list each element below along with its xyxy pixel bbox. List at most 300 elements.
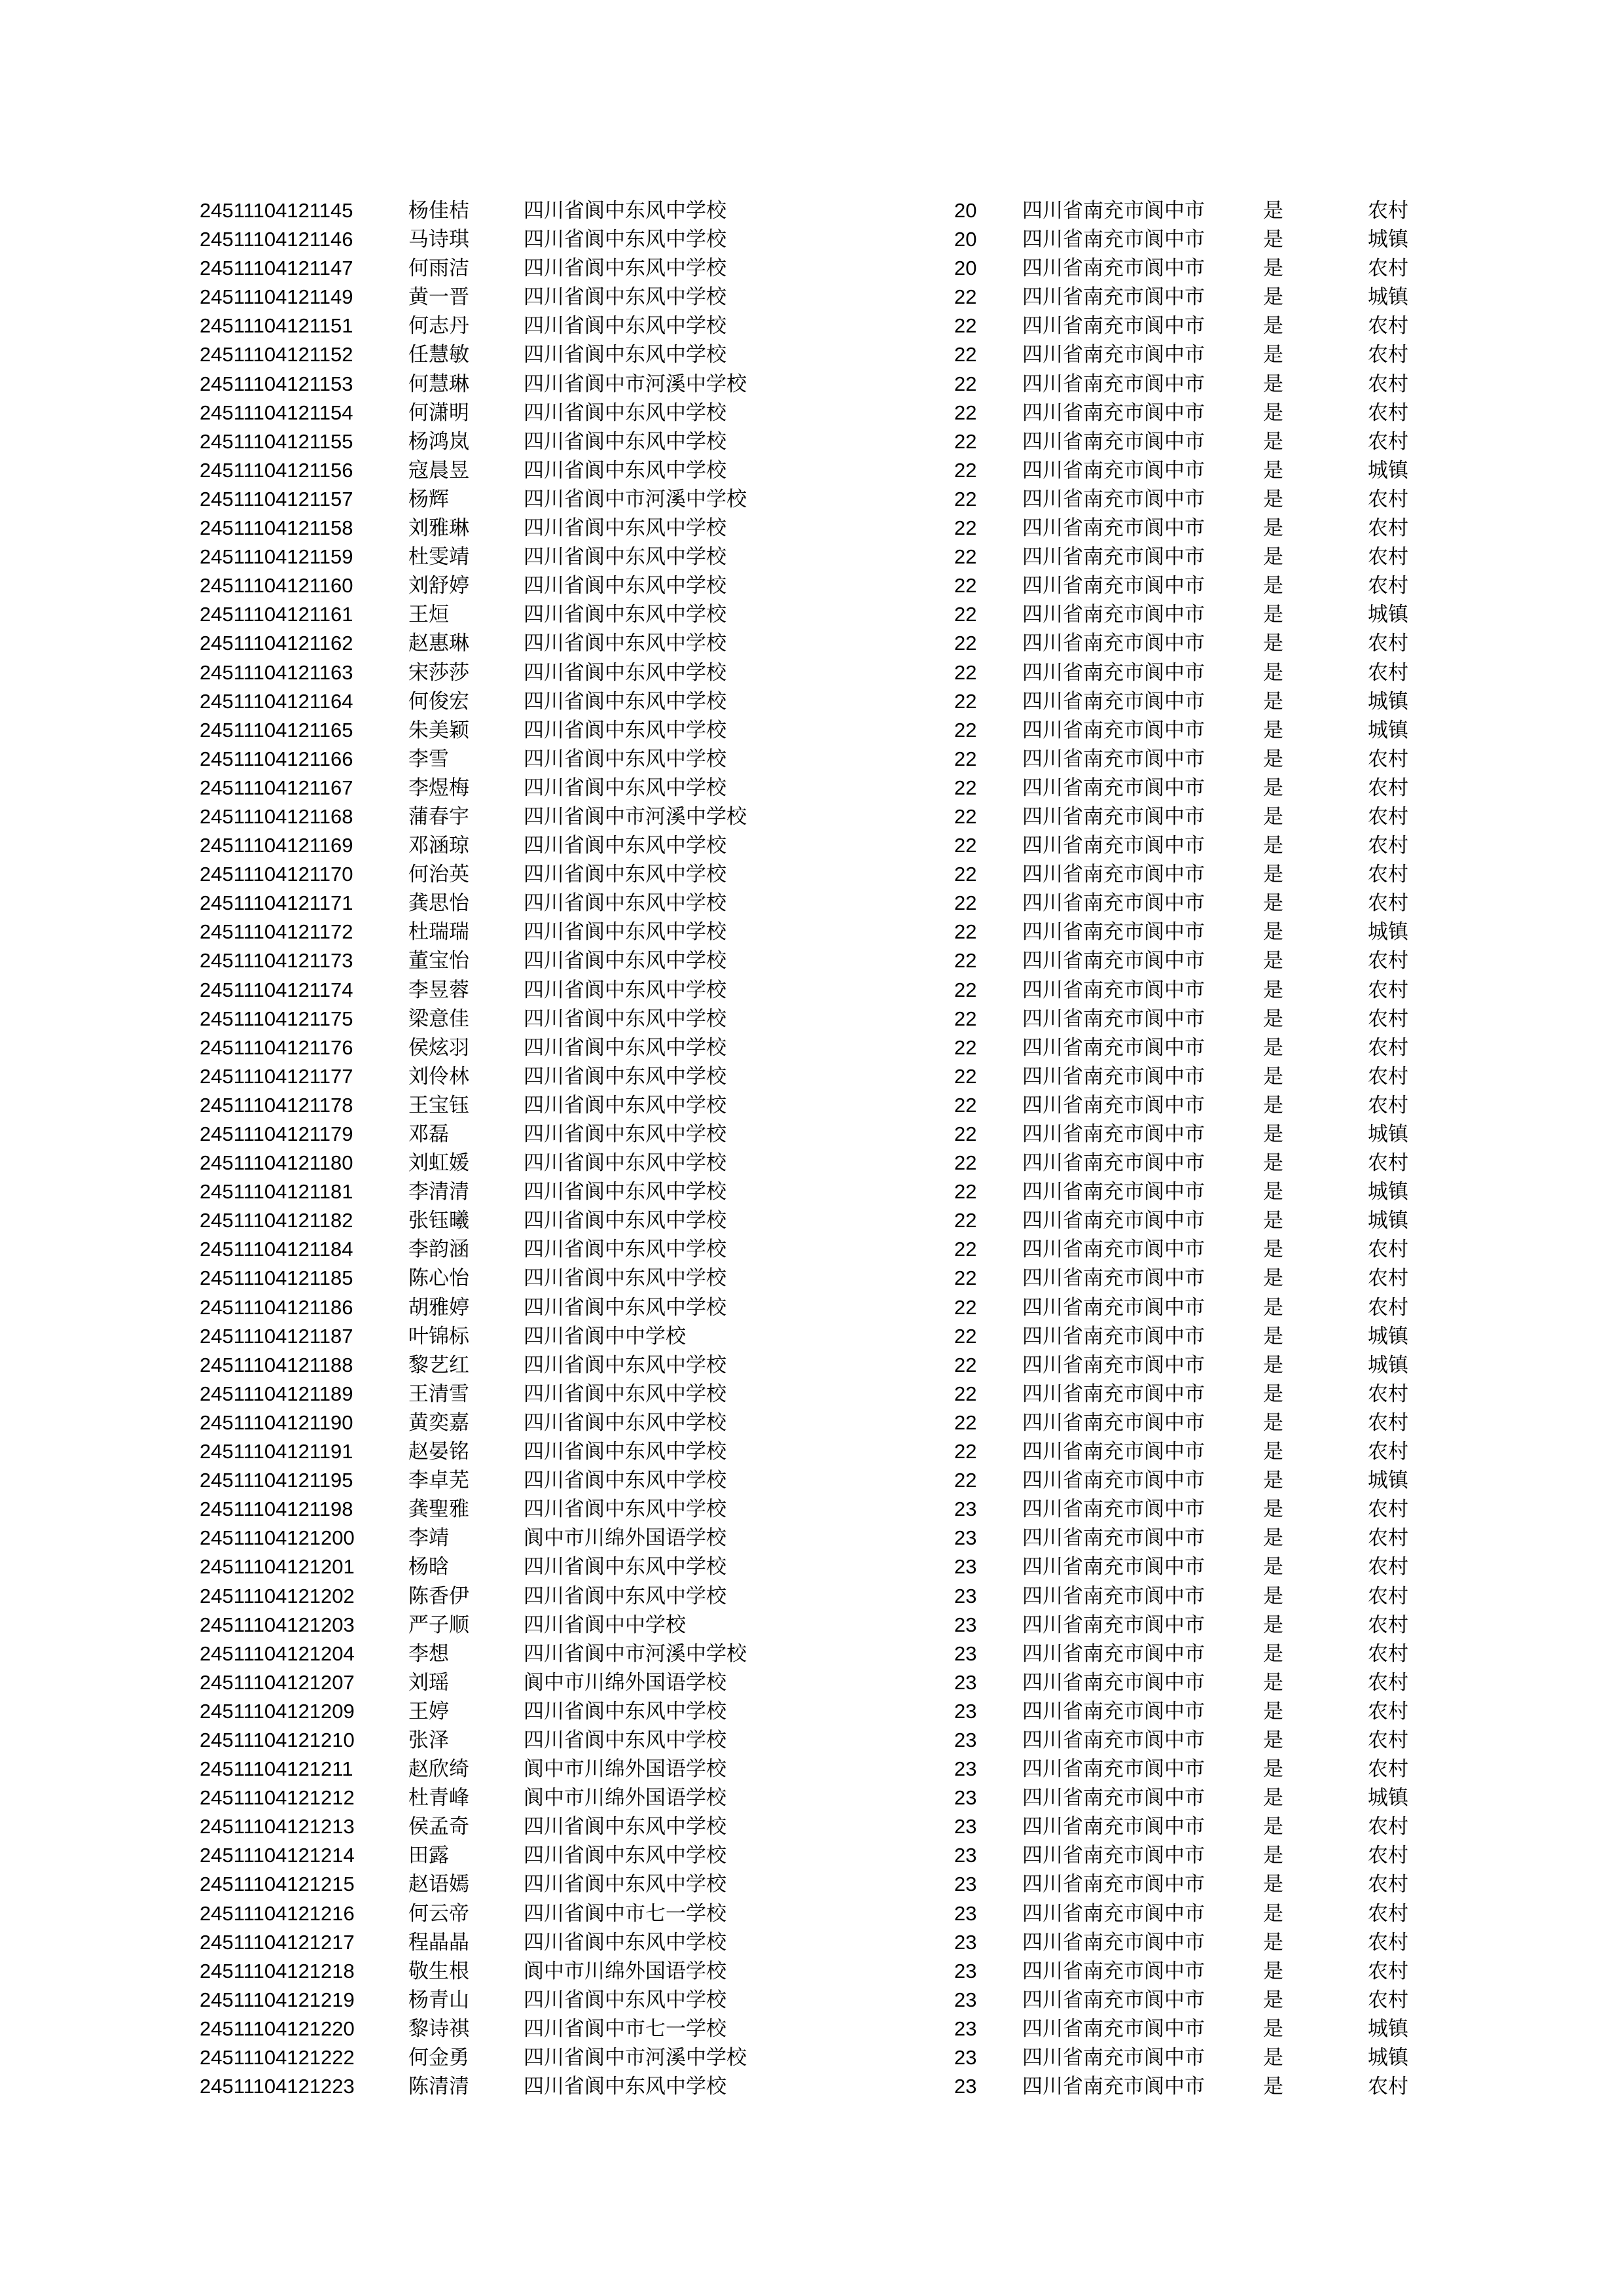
- area-type-cell: 农村: [1368, 199, 1408, 223]
- age-cell: 22: [954, 1064, 977, 1088]
- student-name-cell: 李清清: [408, 1180, 469, 1204]
- age-cell: 22: [954, 285, 977, 309]
- region-cell: 四川省南充市阆中市: [1022, 343, 1205, 367]
- student-name-cell: 王宝钰: [408, 1093, 469, 1117]
- school-cell: 四川省阆中中学校: [524, 1324, 686, 1348]
- school-cell: 四川省阆中东风中学校: [524, 949, 726, 973]
- age-cell: 22: [954, 1035, 977, 1059]
- area-type-cell: 农村: [1368, 1007, 1408, 1031]
- region-cell: 四川省南充市阆中市: [1022, 1555, 1205, 1579]
- student-name-cell: 李韵涵: [408, 1238, 469, 1262]
- student-name-cell: 王婷: [408, 1699, 449, 1723]
- region-cell: 四川省南充市阆中市: [1022, 632, 1205, 656]
- age-cell: 22: [954, 1469, 977, 1492]
- flag-cell: 是: [1263, 516, 1283, 541]
- age-cell: 22: [954, 574, 977, 598]
- student-name-cell: 刘雅琳: [408, 516, 469, 541]
- region-cell: 四川省南充市阆中市: [1022, 1180, 1205, 1204]
- exam-id-cell: 24511104121176: [200, 1035, 353, 1059]
- table-row: [0, 1005, 1623, 1033]
- table-row: [0, 543, 1623, 571]
- exam-id-cell: 24511104121173: [200, 949, 353, 973]
- school-cell: 四川省阆中东风中学校: [524, 1209, 726, 1233]
- area-type-cell: 农村: [1368, 429, 1408, 454]
- region-cell: 四川省南充市阆中市: [1022, 1295, 1205, 1319]
- flag-cell: 是: [1263, 1988, 1283, 2012]
- region-cell: 四川省南充市阆中市: [1022, 920, 1205, 944]
- flag-cell: 是: [1263, 1410, 1283, 1435]
- area-type-cell: 农村: [1368, 487, 1408, 511]
- table-row: [0, 1235, 1623, 1264]
- area-type-cell: 城镇: [1368, 2017, 1408, 2041]
- region-cell: 四川省南充市阆中市: [1022, 1584, 1205, 1608]
- flag-cell: 是: [1263, 257, 1283, 281]
- area-type-cell: 农村: [1368, 1670, 1408, 1695]
- age-cell: 23: [954, 1670, 977, 1694]
- exam-id-cell: 24511104121154: [200, 401, 353, 424]
- table-row: [0, 600, 1623, 629]
- flag-cell: 是: [1263, 372, 1283, 396]
- school-cell: 四川省阆中东风中学校: [524, 978, 726, 1002]
- area-type-cell: 农村: [1368, 776, 1408, 800]
- school-cell: 四川省阆中东风中学校: [524, 2075, 726, 2099]
- exam-id-cell: 24511104121172: [200, 920, 353, 944]
- table-row: [0, 745, 1623, 774]
- area-type-cell: 农村: [1368, 1930, 1408, 1954]
- exam-id-cell: 24511104121164: [200, 689, 353, 713]
- school-cell: 四川省阆中东风中学校: [524, 1699, 726, 1723]
- school-cell: 四川省阆中东风中学校: [524, 343, 726, 367]
- exam-id-cell: 24511104121201: [200, 1555, 355, 1579]
- school-cell: 四川省阆中东风中学校: [524, 1469, 726, 1493]
- area-type-cell: 农村: [1368, 1151, 1408, 1175]
- flag-cell: 是: [1263, 1699, 1283, 1723]
- student-name-cell: 赵欣绮: [408, 1757, 469, 1782]
- school-cell: 四川省阆中东风中学校: [524, 603, 726, 627]
- exam-id-cell: 24511104121198: [200, 1498, 353, 1521]
- age-cell: 22: [954, 1295, 977, 1319]
- school-cell: 四川省阆中东风中学校: [524, 1440, 726, 1464]
- exam-id-cell: 24511104121222: [200, 2046, 355, 2069]
- student-name-cell: 何俊宏: [408, 689, 469, 713]
- age-cell: 23: [954, 1930, 977, 1954]
- student-name-cell: 刘舒婷: [408, 574, 469, 598]
- flag-cell: 是: [1263, 776, 1283, 800]
- age-cell: 22: [954, 1151, 977, 1175]
- age-cell: 23: [954, 1988, 977, 2011]
- area-type-cell: 城镇: [1368, 458, 1408, 482]
- region-cell: 四川省南充市阆中市: [1022, 1699, 1205, 1723]
- exam-id-cell: 24511104121158: [200, 516, 353, 540]
- region-cell: 四川省南充市阆中市: [1022, 1238, 1205, 1262]
- table-row: [0, 889, 1623, 918]
- flag-cell: 是: [1263, 1007, 1283, 1031]
- student-name-cell: 黎艺红: [408, 1353, 469, 1377]
- student-name-cell: 侯炫羽: [408, 1035, 469, 1060]
- student-name-cell: 刘伶林: [408, 1064, 469, 1088]
- area-type-cell: 农村: [1368, 978, 1408, 1002]
- flag-cell: 是: [1263, 949, 1283, 973]
- region-cell: 四川省南充市阆中市: [1022, 1526, 1205, 1551]
- region-cell: 四川省南充市阆中市: [1022, 257, 1205, 281]
- exam-id-cell: 24511104121169: [200, 834, 353, 857]
- area-type-cell: 农村: [1368, 1873, 1408, 1897]
- student-name-cell: 何志丹: [408, 314, 469, 338]
- student-name-cell: 王清雪: [408, 1382, 469, 1406]
- student-name-cell: 杜青峰: [408, 1786, 469, 1810]
- area-type-cell: 农村: [1368, 257, 1408, 281]
- student-name-cell: 朱美颖: [408, 718, 469, 742]
- school-cell: 四川省阆中东风中学校: [524, 689, 726, 713]
- flag-cell: 是: [1263, 834, 1283, 858]
- exam-id-cell: 24511104121159: [200, 545, 353, 569]
- area-type-cell: 农村: [1368, 1093, 1408, 1117]
- student-name-cell: 赵晏铭: [408, 1440, 469, 1464]
- area-type-cell: 农村: [1368, 1238, 1408, 1262]
- region-cell: 四川省南充市阆中市: [1022, 1469, 1205, 1493]
- flag-cell: 是: [1263, 689, 1283, 713]
- flag-cell: 是: [1263, 1873, 1283, 1897]
- flag-cell: 是: [1263, 660, 1283, 685]
- region-cell: 四川省南充市阆中市: [1022, 1670, 1205, 1695]
- age-cell: 22: [954, 603, 977, 626]
- region-cell: 四川省南充市阆中市: [1022, 1324, 1205, 1348]
- area-type-cell: 农村: [1368, 343, 1408, 367]
- flag-cell: 是: [1263, 487, 1283, 511]
- area-type-cell: 农村: [1368, 1988, 1408, 2012]
- table-row: [0, 1380, 1623, 1408]
- flag-cell: 是: [1263, 920, 1283, 944]
- region-cell: 四川省南充市阆中市: [1022, 863, 1205, 887]
- flag-cell: 是: [1263, 343, 1283, 367]
- flag-cell: 是: [1263, 2017, 1283, 2041]
- table-row: [0, 1062, 1623, 1091]
- student-name-cell: 梁意佳: [408, 1007, 469, 1031]
- region-cell: 四川省南充市阆中市: [1022, 1757, 1205, 1782]
- school-cell: 四川省阆中东风中学校: [524, 1266, 726, 1291]
- student-name-cell: 龚思怡: [408, 891, 469, 916]
- student-name-cell: 田露: [408, 1844, 449, 1868]
- age-cell: 23: [954, 1498, 977, 1521]
- region-cell: 四川省南充市阆中市: [1022, 401, 1205, 425]
- school-cell: 阆中市川绵外国语学校: [524, 1786, 726, 1810]
- age-cell: 22: [954, 1382, 977, 1405]
- table-row: [0, 1812, 1623, 1841]
- age-cell: 20: [954, 257, 977, 280]
- student-name-cell: 胡雅婷: [408, 1295, 469, 1319]
- region-cell: 四川省南充市阆中市: [1022, 1988, 1205, 2012]
- exam-id-cell: 24511104121190: [200, 1410, 353, 1434]
- table-row: [0, 1351, 1623, 1380]
- table-row: [0, 312, 1623, 340]
- student-name-cell: 敬生根: [408, 1959, 469, 1983]
- region-cell: 四川省南充市阆中市: [1022, 1151, 1205, 1175]
- flag-cell: 是: [1263, 1786, 1283, 1810]
- exam-id-cell: 24511104121219: [200, 1988, 355, 2011]
- school-cell: 四川省阆中市七一学校: [524, 1901, 726, 1926]
- table-row: [0, 1697, 1623, 1726]
- flag-cell: 是: [1263, 632, 1283, 656]
- area-type-cell: 城镇: [1368, 1209, 1408, 1233]
- school-cell: 四川省阆中东风中学校: [524, 285, 726, 310]
- student-name-cell: 李想: [408, 1641, 449, 1666]
- exam-id-cell: 24511104121186: [200, 1295, 353, 1319]
- school-cell: 四川省阆中东风中学校: [524, 1353, 726, 1377]
- student-name-cell: 赵惠琳: [408, 632, 469, 656]
- region-cell: 四川省南充市阆中市: [1022, 1641, 1205, 1666]
- student-name-cell: 杨鸿岚: [408, 429, 469, 454]
- student-name-cell: 陈清清: [408, 2075, 469, 2099]
- table-row: [0, 283, 1623, 312]
- region-cell: 四川省南充市阆中市: [1022, 1382, 1205, 1406]
- region-cell: 四川省南充市阆中市: [1022, 314, 1205, 338]
- exam-id-cell: 24511104121200: [200, 1526, 355, 1550]
- area-type-cell: 城镇: [1368, 1786, 1408, 1810]
- flag-cell: 是: [1263, 199, 1283, 223]
- age-cell: 22: [954, 804, 977, 828]
- area-type-cell: 农村: [1368, 1555, 1408, 1579]
- table-row: [0, 1293, 1623, 1322]
- school-cell: 四川省阆中东风中学校: [524, 1295, 726, 1319]
- flag-cell: 是: [1263, 1555, 1283, 1579]
- exam-id-cell: 24511104121165: [200, 718, 353, 742]
- table-row: [0, 1206, 1623, 1235]
- area-type-cell: 农村: [1368, 516, 1408, 541]
- student-name-cell: 陈香伊: [408, 1584, 469, 1608]
- student-name-cell: 宋莎莎: [408, 660, 469, 685]
- region-cell: 四川省南充市阆中市: [1022, 1901, 1205, 1926]
- table-row: [0, 485, 1623, 514]
- school-cell: 四川省阆中东风中学校: [524, 1122, 726, 1146]
- age-cell: 22: [954, 429, 977, 453]
- school-cell: 四川省阆中东风中学校: [524, 632, 726, 656]
- school-cell: 四川省阆中东风中学校: [524, 429, 726, 454]
- table-row: [0, 514, 1623, 543]
- table-row: [0, 1091, 1623, 1120]
- area-type-cell: 农村: [1368, 863, 1408, 887]
- age-cell: 22: [954, 949, 977, 973]
- school-cell: 阆中市川绵外国语学校: [524, 1959, 726, 1983]
- exam-id-cell: 24511104121191: [200, 1440, 353, 1463]
- school-cell: 四川省阆中东风中学校: [524, 1498, 726, 1522]
- student-name-cell: 杨辉: [408, 487, 449, 511]
- school-cell: 四川省阆中东风中学校: [524, 1064, 726, 1088]
- age-cell: 22: [954, 689, 977, 713]
- flag-cell: 是: [1263, 1498, 1283, 1522]
- table-row: [0, 1149, 1623, 1177]
- exam-id-cell: 24511104121153: [200, 372, 353, 395]
- area-type-cell: 农村: [1368, 1757, 1408, 1782]
- flag-cell: 是: [1263, 804, 1283, 829]
- region-cell: 四川省南充市阆中市: [1022, 1613, 1205, 1637]
- region-cell: 四川省南充市阆中市: [1022, 776, 1205, 800]
- area-type-cell: 城镇: [1368, 2046, 1408, 2070]
- age-cell: 22: [954, 1324, 977, 1348]
- school-cell: 四川省阆中东风中学校: [524, 1093, 726, 1117]
- exam-id-cell: 24511104121223: [200, 2075, 355, 2098]
- region-cell: 四川省南充市阆中市: [1022, 1844, 1205, 1868]
- flag-cell: 是: [1263, 1180, 1283, 1204]
- region-cell: 四川省南充市阆中市: [1022, 1728, 1205, 1752]
- age-cell: 22: [954, 1209, 977, 1232]
- exam-id-cell: 24511104121156: [200, 458, 353, 482]
- region-cell: 四川省南充市阆中市: [1022, 2046, 1205, 2070]
- school-cell: 四川省阆中东风中学校: [524, 228, 726, 252]
- area-type-cell: 农村: [1368, 2075, 1408, 2099]
- school-cell: 四川省阆中中学校: [524, 1613, 686, 1637]
- school-cell: 阆中市川绵外国语学校: [524, 1670, 726, 1695]
- exam-id-cell: 24511104121220: [200, 2017, 355, 2040]
- exam-id-cell: 24511104121195: [200, 1469, 353, 1492]
- student-name-cell: 刘瑶: [408, 1670, 449, 1695]
- school-cell: 四川省阆中市七一学校: [524, 2017, 726, 2041]
- flag-cell: 是: [1263, 1151, 1283, 1175]
- age-cell: 22: [954, 776, 977, 799]
- table-row: [0, 1408, 1623, 1437]
- region-cell: 四川省南充市阆中市: [1022, 372, 1205, 396]
- region-cell: 四川省南充市阆中市: [1022, 1266, 1205, 1291]
- exam-id-cell: 24511104121204: [200, 1641, 355, 1665]
- age-cell: 23: [954, 1873, 977, 1896]
- area-type-cell: 农村: [1368, 834, 1408, 858]
- area-type-cell: 农村: [1368, 1440, 1408, 1464]
- student-name-cell: 张钰曦: [408, 1209, 469, 1233]
- student-name-cell: 王烜: [408, 603, 449, 627]
- age-cell: 23: [954, 1901, 977, 1925]
- region-cell: 四川省南充市阆中市: [1022, 487, 1205, 511]
- region-cell: 四川省南充市阆中市: [1022, 458, 1205, 482]
- area-type-cell: 农村: [1368, 891, 1408, 916]
- region-cell: 四川省南充市阆中市: [1022, 1209, 1205, 1233]
- area-type-cell: 农村: [1368, 545, 1408, 569]
- age-cell: 22: [954, 1122, 977, 1145]
- exam-id-cell: 24511104121178: [200, 1093, 353, 1117]
- school-cell: 四川省阆中东风中学校: [524, 660, 726, 685]
- area-type-cell: 农村: [1368, 1815, 1408, 1839]
- area-type-cell: 城镇: [1368, 689, 1408, 713]
- school-cell: 四川省阆中东风中学校: [524, 257, 726, 281]
- age-cell: 22: [954, 1180, 977, 1204]
- region-cell: 四川省南充市阆中市: [1022, 1873, 1205, 1897]
- age-cell: 22: [954, 487, 977, 511]
- age-cell: 23: [954, 2017, 977, 2040]
- flag-cell: 是: [1263, 1641, 1283, 1666]
- student-name-cell: 龚聖雅: [408, 1498, 469, 1522]
- school-cell: 四川省阆中东风中学校: [524, 1382, 726, 1406]
- table-row: [0, 1466, 1623, 1495]
- table-row: [0, 427, 1623, 456]
- exam-id-cell: 24511104121218: [200, 1959, 355, 1982]
- school-cell: 四川省阆中东风中学校: [524, 863, 726, 887]
- table-row: [0, 774, 1623, 802]
- student-name-cell: 张泽: [408, 1728, 449, 1752]
- student-name-cell: 程晶晶: [408, 1930, 469, 1954]
- age-cell: 23: [954, 1699, 977, 1723]
- student-name-cell: 黄奕嘉: [408, 1410, 469, 1435]
- flag-cell: 是: [1263, 1064, 1283, 1088]
- area-type-cell: 农村: [1368, 574, 1408, 598]
- age-cell: 22: [954, 834, 977, 857]
- table-row: [0, 1640, 1623, 1668]
- region-cell: 四川省南充市阆中市: [1022, 689, 1205, 713]
- flag-cell: 是: [1263, 603, 1283, 627]
- exam-id-cell: 24511104121207: [200, 1670, 355, 1694]
- flag-cell: 是: [1263, 1815, 1283, 1839]
- region-cell: 四川省南充市阆中市: [1022, 285, 1205, 310]
- exam-id-cell: 24511104121187: [200, 1324, 353, 1348]
- student-name-cell: 杜雯靖: [408, 545, 469, 569]
- exam-id-cell: 24511104121163: [200, 660, 353, 684]
- flag-cell: 是: [1263, 1093, 1283, 1117]
- table-row: [0, 1264, 1623, 1293]
- table-row: [0, 1841, 1623, 1870]
- area-type-cell: 农村: [1368, 949, 1408, 973]
- school-cell: 四川省阆中东风中学校: [524, 458, 726, 482]
- age-cell: 22: [954, 1440, 977, 1463]
- student-name-cell: 任慧敏: [408, 343, 469, 367]
- flag-cell: 是: [1263, 1670, 1283, 1695]
- area-type-cell: 城镇: [1368, 1353, 1408, 1377]
- table-row: [0, 831, 1623, 860]
- region-cell: 四川省南充市阆中市: [1022, 660, 1205, 685]
- school-cell: 四川省阆中东风中学校: [524, 545, 726, 569]
- student-name-cell: 邓磊: [408, 1122, 449, 1146]
- flag-cell: 是: [1263, 1901, 1283, 1926]
- student-name-cell: 何治英: [408, 863, 469, 887]
- region-cell: 四川省南充市阆中市: [1022, 228, 1205, 252]
- exam-id-cell: 24511104121215: [200, 1873, 355, 1896]
- table-row: [0, 2015, 1623, 2043]
- flag-cell: 是: [1263, 1295, 1283, 1319]
- school-cell: 四川省阆中东风中学校: [524, 1151, 726, 1175]
- flag-cell: 是: [1263, 1238, 1283, 1262]
- student-name-cell: 叶锦标: [408, 1324, 469, 1348]
- exam-id-cell: 24511104121216: [200, 1901, 355, 1925]
- student-name-cell: 赵语嫣: [408, 1873, 469, 1897]
- school-cell: 四川省阆中东风中学校: [524, 1035, 726, 1060]
- age-cell: 23: [954, 1815, 977, 1839]
- student-name-cell: 李煜梅: [408, 776, 469, 800]
- region-cell: 四川省南充市阆中市: [1022, 603, 1205, 627]
- student-name-cell: 邓涵琼: [408, 834, 469, 858]
- area-type-cell: 农村: [1368, 1410, 1408, 1435]
- table-row: [0, 456, 1623, 485]
- age-cell: 22: [954, 458, 977, 482]
- exam-id-cell: 24511104121182: [200, 1209, 353, 1232]
- school-cell: 四川省阆中东风中学校: [524, 747, 726, 771]
- table-row: [0, 946, 1623, 975]
- student-name-cell: 黄一晋: [408, 285, 469, 310]
- table-row: [0, 1177, 1623, 1206]
- school-cell: 四川省阆中市河溪中学校: [524, 804, 747, 829]
- age-cell: 22: [954, 314, 977, 338]
- area-type-cell: 城镇: [1368, 228, 1408, 252]
- region-cell: 四川省南充市阆中市: [1022, 516, 1205, 541]
- area-type-cell: 农村: [1368, 1295, 1408, 1319]
- flag-cell: 是: [1263, 1930, 1283, 1954]
- age-cell: 23: [954, 1584, 977, 1607]
- exam-id-cell: 24511104121155: [200, 429, 353, 453]
- age-cell: 23: [954, 1555, 977, 1579]
- exam-id-cell: 24511104121185: [200, 1266, 353, 1290]
- school-cell: 四川省阆中东风中学校: [524, 776, 726, 800]
- student-name-cell: 何雨洁: [408, 257, 469, 281]
- area-type-cell: 农村: [1368, 1844, 1408, 1868]
- school-cell: 四川省阆中东风中学校: [524, 199, 726, 223]
- area-type-cell: 农村: [1368, 1035, 1408, 1060]
- table-row: [0, 2072, 1623, 2101]
- region-cell: 四川省南充市阆中市: [1022, 747, 1205, 771]
